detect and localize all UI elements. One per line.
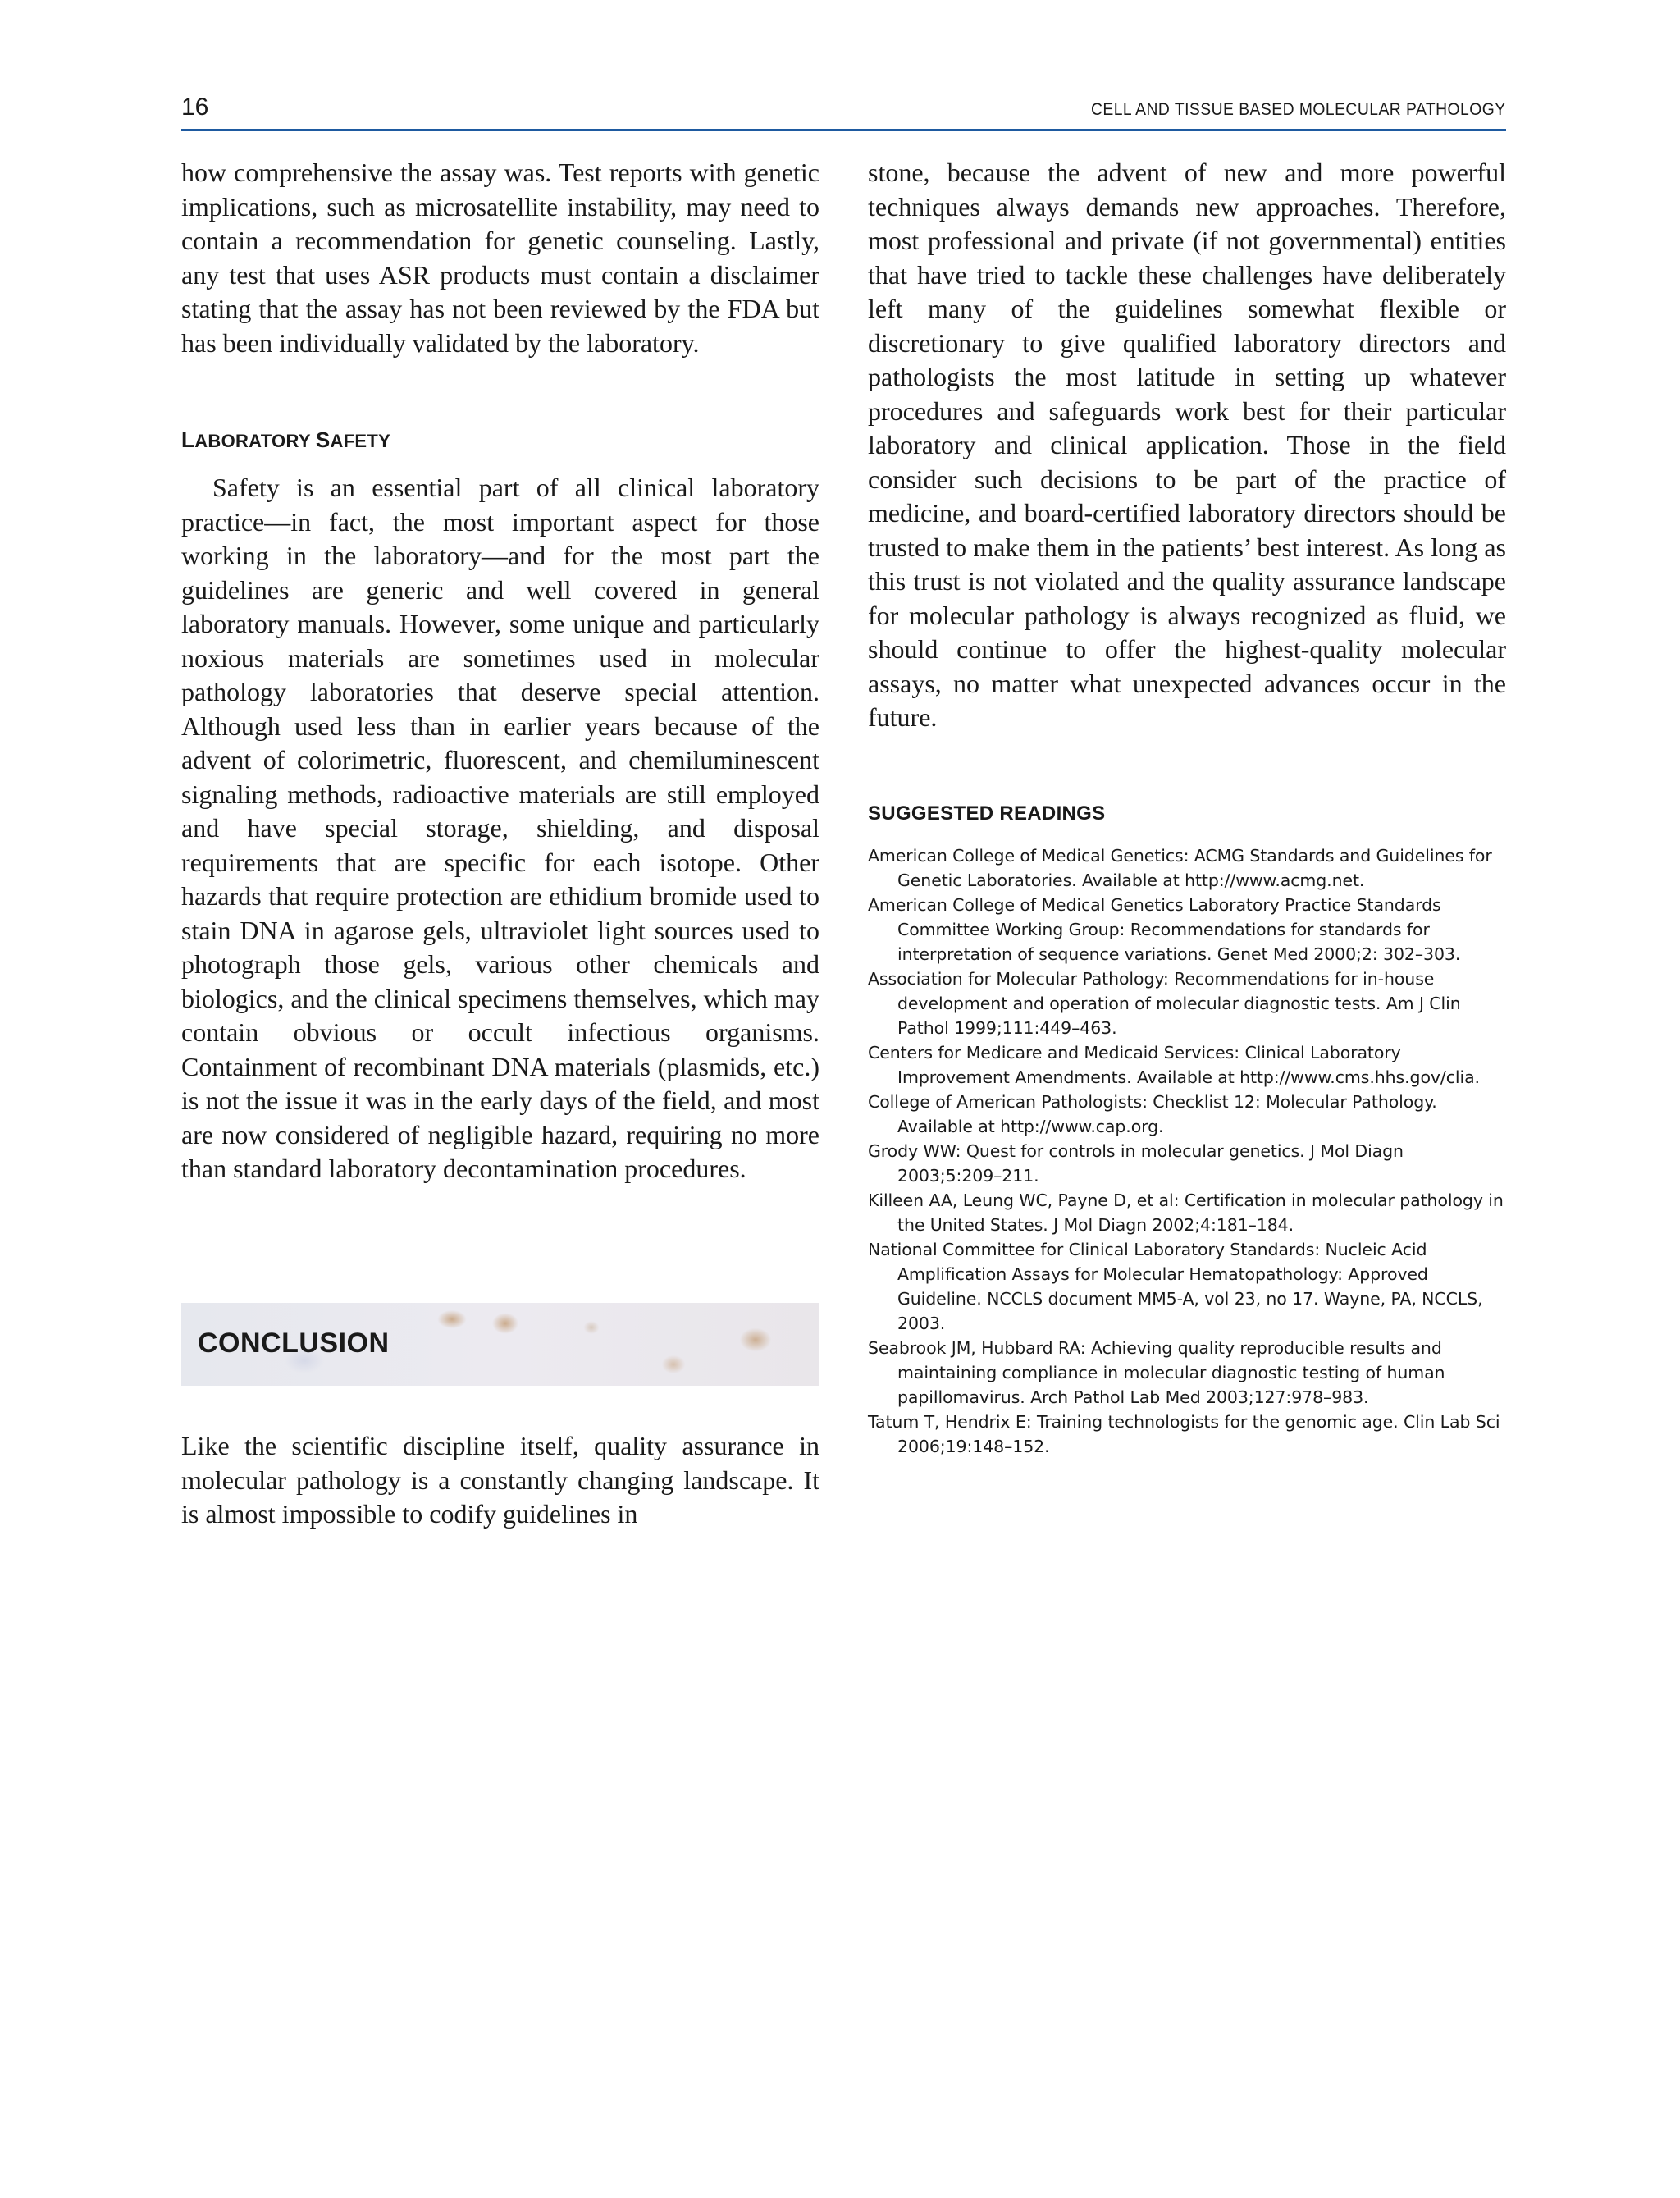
right-column (868, 156, 1506, 1459)
running-head: CELL AND TISSUE BASED MOLECULAR PATHOLOGY (1091, 100, 1506, 119)
reference-item: American College of Medical Genetics: ACMG Standards and Guidelines for Genetic Laboratories. Available at http://www.acmg.net. (868, 845, 1492, 890)
reference-item: Grody WW: Quest for controls in molecular genetics. J Mol Diagn 2003;5:209–211. (868, 1140, 1404, 1186)
body-paragraph: Safety is an essential part of all clinical laboratory practice—in fact, the most important aspect for those working in the laboratory—and for the most part the guidelines are generic and well covered in general laboratory manuals. However, some unique and particularly noxious materials are sometimes used in molecular pathology laboratories that deserve special attention. Although used less than in earlier years because of the advent of colorimetric, fluorescent, and chemiluminescent signaling methods, radioactive materials are still employed and have special storage, shielding, and disposal requirements that are specific for each isotope. Other hazards that require protection are ethidium bromide used to stain DNA in agarose gels, ultraviolet light sources used to photograph those gels, various other chemicals and biologics, and the clinical specimens themselves, which may contain obvious or occult infectious organisms. Containment of recombinant DNA materials (plasmids, etc.) is not the issue it was in the early days of the field, and most are now considered of negligible hazard, requiring no more than standard laboratory decontamination procedures. (181, 473, 819, 1183)
reference-list (868, 843, 1506, 1459)
body-paragraph: Like the scientific discipline itself, quality assurance in molecular pathology is a constantly changing landscape. It is almost impossible to codify guidelines in (181, 1431, 819, 1529)
conclusion-banner (181, 1303, 819, 1386)
left-column (181, 156, 819, 1186)
suggested-readings-heading: SUGGESTED READINGS (868, 802, 1106, 825)
conclusion-heading: CONCLUSION (198, 1327, 390, 1359)
header-rule (181, 129, 1506, 131)
body-paragraph: how comprehensive the assay was. Test reports with genetic implications, such as microsatellite instability, may need to contain a recommendation for genetic counseling. Lastly, any test that uses ASR products must contain a disclaimer stating that the assay has not been reviewed by the FDA but has been individually validated by the laboratory. (181, 158, 819, 358)
body-paragraph: stone, because the advent of new and more powerful techniques always demands new approaches. Therefore, most professional and private (if not governmental) entities that have tried to tackle these challenges have deliberately left many of the guidelines somewhat flexible or discretionary to give qualified laboratory directors and pathologists the most latitude in setting up whatever procedures and safeguards work best for their particular laboratory and clinical application. Those in the field consider such decisions to be part of the practice of medicine, and board-certified laboratory directors should be trusted to make them in the patients’ best interest. As long as this trust is not violated and the quality assurance landscape for molecular pathology is always recognized as fluid, we should continue to offer the highest-quality molecular assays, no matter what unexpected advances occur in the future. (868, 158, 1506, 732)
reference-item: College of American Pathologists: Checklist 12: Molecular Pathology. Available at http://www.cap.org. (868, 1091, 1437, 1136)
reference-item: Seabrook JM, Hubbard RA: Achieving quality reproducible results and maintaining compliance in molecular diagnostic testing of human papillomavirus. Arch Pathol Lab Med 2003;127:978–983. (868, 1337, 1445, 1407)
page-number: 16 (181, 94, 209, 121)
subhead-rest: ABORATORY (194, 431, 316, 451)
left-column-bottom (181, 1429, 819, 1532)
subhead-rest: AFETY (330, 431, 391, 451)
reference-item: American College of Medical Genetics Laboratory Practice Standards Committee Working Group: Recommendations for standards for interpretation of sequence variations. Genet Med 2000;2: 302–303. (868, 894, 1461, 964)
section-subhead-laboratory-safety (181, 427, 819, 453)
reference-item: Association for Molecular Pathology: Recommendations for in-house development and operation of molecular diagnostic tests. Am J Clin Pathol 1999;111:449–463. (868, 968, 1461, 1038)
reference-item: Centers for Medicare and Medicaid Services: Clinical Laboratory Improvement Amendments. Available at http://www.cms.hhs.gov/clia. (868, 1042, 1480, 1087)
reference-item: Tatum T, Hendrix E: Training technologists for the genomic age. Clin Lab Sci 2006;19:148–152. (868, 1411, 1500, 1456)
reference-item: National Committee for Clinical Laboratory Standards: Nucleic Acid Amplification Assays for Molecular Hematopathology: Approved Guideline. NCCLS document MM5-A, vol 23, no 17. Wayne, PA, NCCLS, 2003. (868, 1239, 1483, 1333)
subhead-initial: S (315, 427, 331, 452)
subhead-initial: L (181, 427, 195, 452)
reference-item: Killeen AA, Leung WC, Payne D, et al: Certification in molecular pathology in the United States. J Mol Diagn 2002;4:181–184. (868, 1190, 1504, 1235)
